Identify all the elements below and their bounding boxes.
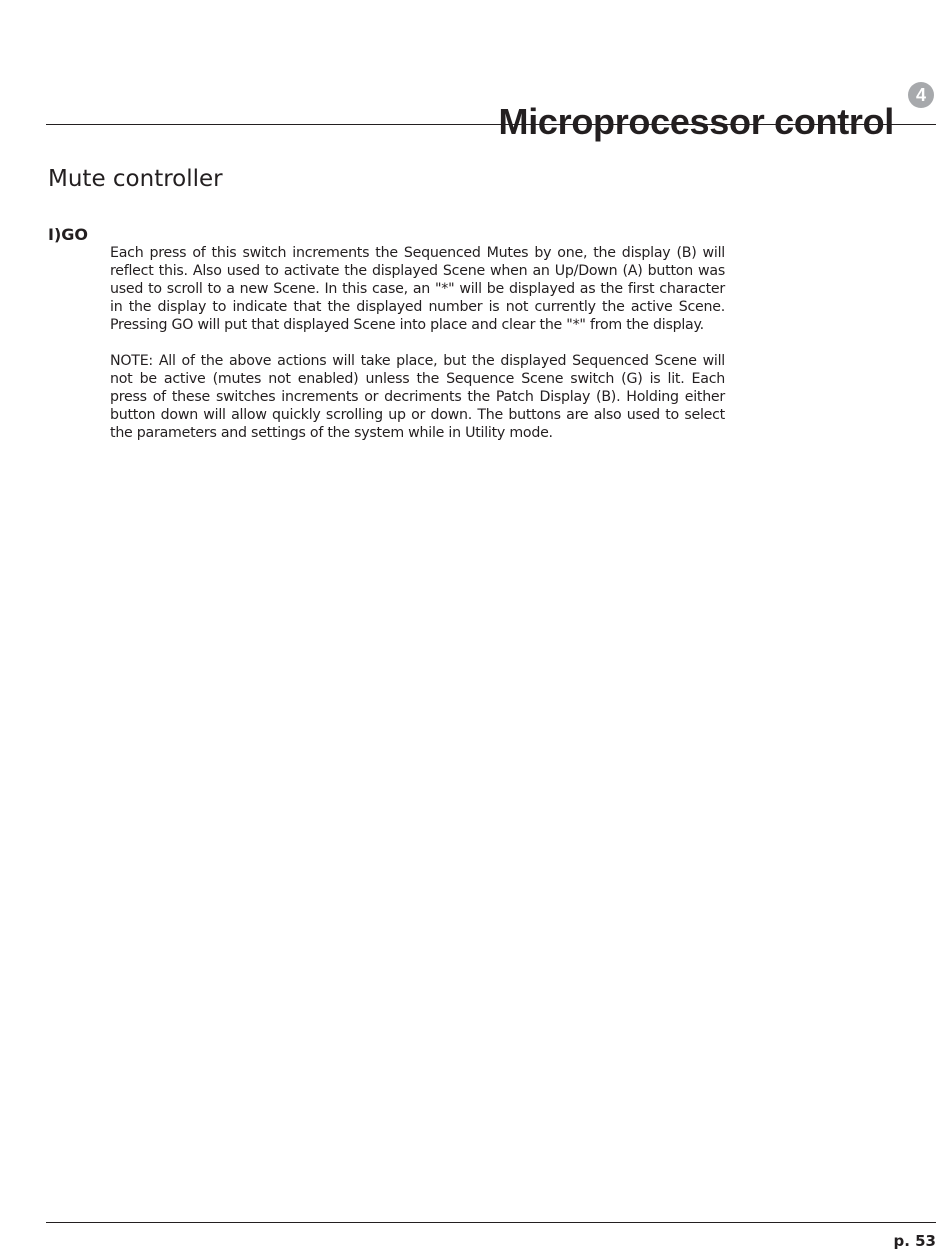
item-body [110,244,725,460]
section-title: Mute controller [48,166,223,192]
note-paragraph: NOTE: All of the above actions will take place, but the displayed Sequenced Scene will not be active (mutes not enabled) unless the Sequence Scene switch (G) is lit. Each press of these switches increments or decriments the Patch Display (B). Holding either button down will allow quickly scrolling up or down. The buttons are also used to select the parameters and settings of the system while in Utility mode. [110,353,725,441]
chapter-title: Microprocessor control [498,101,894,143]
chapter-header [46,72,936,143]
body-paragraph: Each press of this switch increments the Sequenced Mutes by one, the display (B) will reflect this. Also used to activate the displayed Scene when an Up/Down (A) button was used to scroll to a new Scene. In this case, an "*" will be displayed as the first character in the display to indicate that the displayed number is not currently the active Scene. Pressing GO will put that displayed Scene into place and clear the "*" from the display. [110,245,725,333]
item-heading: I)GO [48,225,88,244]
page-number: p. 53 [893,1232,936,1250]
page-footer [46,1222,936,1250]
chapter-number-badge: 4 [908,82,934,108]
